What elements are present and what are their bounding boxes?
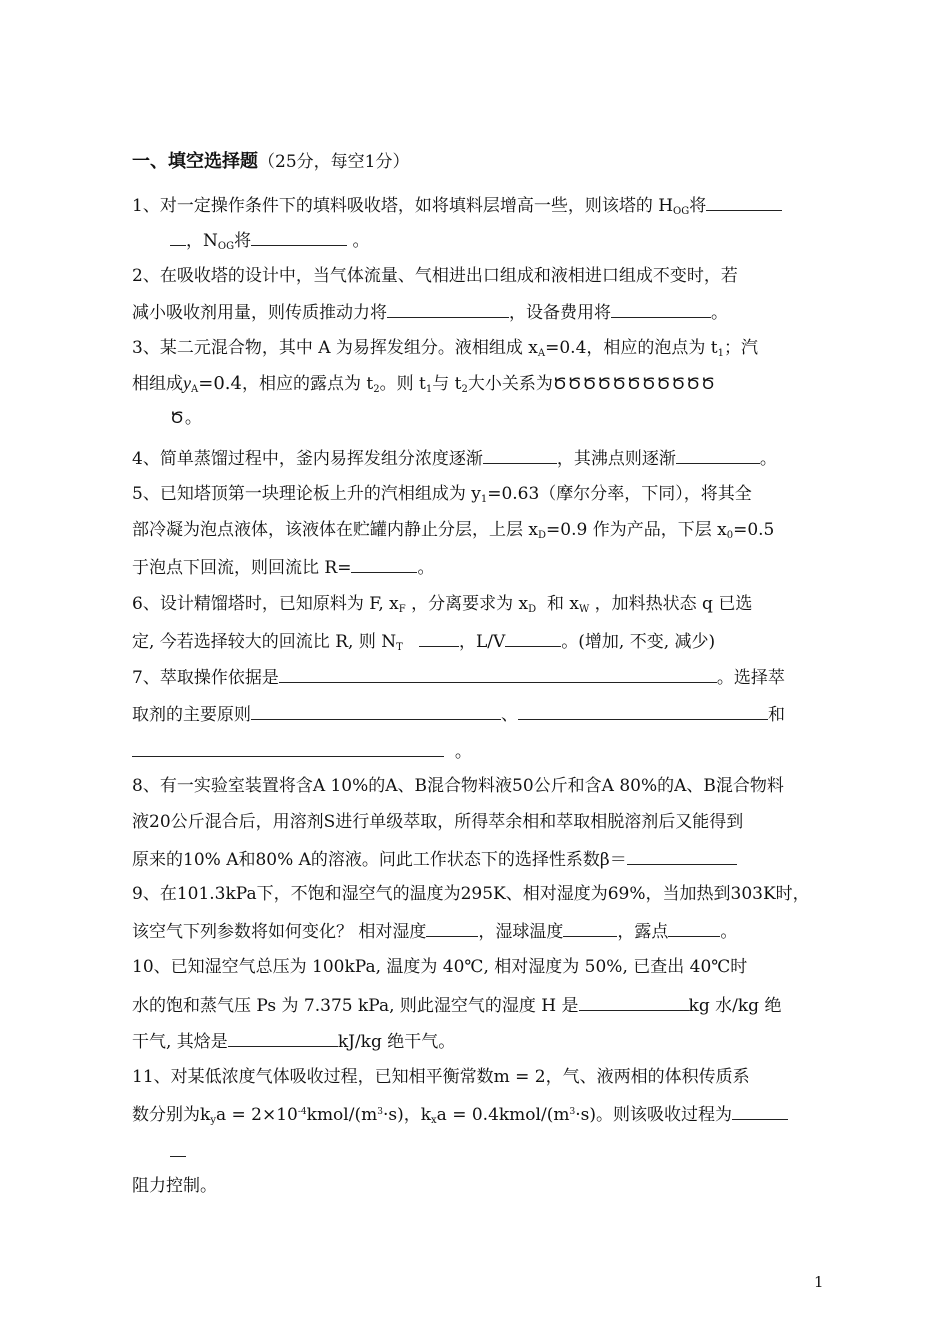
question-11-line-2: 数分别为$k_ya$ = $2\times 10^{-4}kmol/(m^3\cdot s)$，$k_xa$ = $0.4kmol/(m^3\cdot s)$。则该吸收过程为 bbox=[132, 1103, 822, 1125]
answer-blank bbox=[387, 301, 509, 318]
answer-blank bbox=[419, 630, 459, 647]
question-11-line-1: 11、对某低浓度气体吸收过程，已知相平衡常数m = 2，气、液两相的体积传质系 bbox=[132, 1067, 750, 1087]
question-5-line-1: 5、已知塔顶第一块理论板上升的汽相组成为 $y_1=0.63$（摩尔分率，下同），将其全 bbox=[132, 484, 752, 505]
question-1-line-1: 1、对一定操作条件下的填料吸收塔，如将填料层增高一些，则该塔的 $H_{OG}$将 bbox=[132, 194, 822, 216]
question-7-line-2: 取剂的主要原则 、 和 bbox=[132, 705, 785, 725]
answer-blank bbox=[132, 740, 444, 757]
question-8-line-2: 液20公斤混合后，用溶剂S进行单级萃取，所得萃余相和萃取相脱溶剂后又能得到 bbox=[132, 812, 744, 832]
question-5-line-2: 部冷凝为泡点液体，该液体在贮罐内静止分层，上层 $x_D=0.9$ 作为产品，下层 $x_0=0.5$ bbox=[132, 520, 775, 541]
question-8-line-3: 原来的10% A和80% A的溶液。问此工作状态下的选择性系数β＝ bbox=[132, 848, 822, 870]
answer-blank bbox=[611, 301, 711, 318]
answer-blank bbox=[706, 194, 782, 211]
answer-blank bbox=[627, 848, 737, 865]
question-10-line-2: 水的饱和蒸气压 Ps 为 7.375 kPa, 则此湿空气的湿度 H 是 kg 水/kg 绝 bbox=[132, 996, 782, 1016]
answer-blank bbox=[668, 920, 720, 937]
question-9-line-1: 9、在101.3kPa下，不饱和湿空气的温度为295K、相对湿度为69%，当加热到303K时， bbox=[132, 884, 810, 904]
answer-blank bbox=[351, 556, 417, 573]
section-note: （25分，每空1分） bbox=[258, 152, 410, 172]
question-5-line-3: 于泡点下回流，则回流比 R= 。 bbox=[132, 558, 435, 578]
question-6-line-1: 6、设计精馏塔时，已知原料为 F, $x_F$ ，分离要求为 $x_D$ 和 $x_W$ ，加料热状态 q 已选 bbox=[132, 594, 753, 615]
answer-blank bbox=[251, 703, 501, 720]
question-3-line-2: 相组成$y_A=0.4$，相应的露点为 $t_2$。则 $t_1$与 $t_2$大小关系为ԾԾԾԾԾԾԾԾԾԾԾ bbox=[132, 373, 716, 395]
question-1-line-2: ，$N_{OG}$将 。 bbox=[170, 229, 860, 251]
question-6-line-2: 定, 今若选择较大的回流比 R, 则 $N_T$ ，L/V 。(增加, 不变, 减少) bbox=[132, 632, 716, 653]
question-11-line-3 bbox=[170, 1140, 860, 1162]
answer-blank bbox=[518, 703, 768, 720]
answer-blank bbox=[505, 630, 561, 647]
question-10-line-1: 10、已知湿空气总压为 100kPa, 温度为 40℃, 相对湿度为 50%, 已查出 40℃时 bbox=[132, 957, 748, 977]
answer-blank bbox=[228, 1030, 338, 1047]
question-7-line-1: 7、萃取操作依据是 。选择萃 bbox=[132, 668, 785, 688]
question-11-line-4: 阻力控制。 bbox=[132, 1176, 217, 1196]
answer-blank bbox=[279, 666, 717, 683]
answer-blank bbox=[170, 1140, 186, 1157]
section-title: 一、填空选择题 bbox=[132, 151, 258, 172]
question-9-line-2: 该空气下列参数将如何变化？ 相对湿度 ，湿球温度 ，露点 。 bbox=[132, 922, 738, 942]
section-heading bbox=[132, 152, 822, 172]
answer-blank bbox=[579, 994, 689, 1011]
question-8-line-1: 8、有一实验室装置将含A 10%的A、B混合物料液50公斤和含A 80%的A、B混合物料 bbox=[132, 776, 784, 796]
symbol-glyph-row: ԾԾԾԾԾԾԾԾԾԾԾ bbox=[552, 374, 716, 393]
answer-blank bbox=[170, 229, 186, 246]
answer-blank bbox=[676, 447, 760, 464]
answer-blank bbox=[426, 920, 478, 937]
question-3-line-1: 3、某二元混合物，其中 A 为易挥发组分。液相组成 $x_A=0.4$，相应的泡点为 $t_1$；汽 bbox=[132, 338, 759, 359]
question-2-line-1: 2、在吸收塔的设计中，当气体流量、气相进出口组成和液相进口组成不变时，若 bbox=[132, 266, 738, 286]
question-4: 4、简单蒸馏过程中，釜内易挥发组分浓度逐渐 ，其沸点则逐渐 。 bbox=[132, 449, 777, 469]
answer-blank bbox=[483, 447, 557, 464]
page-number: 1 bbox=[814, 1273, 824, 1291]
answer-blank bbox=[732, 1103, 788, 1120]
symbol-glyph: Ծ bbox=[170, 408, 185, 427]
question-10-line-3: 干气, 其焓是 kJ/kg 绝干气。 bbox=[132, 1032, 456, 1052]
answer-blank bbox=[563, 920, 617, 937]
answer-blank bbox=[251, 229, 347, 246]
question-2-line-2: 减小吸收剂用量，则传质推动力将 ，设备费用将 。 bbox=[132, 303, 728, 323]
question-7-line-3: 。 bbox=[132, 740, 822, 762]
question-3-line-3: Ծ。 bbox=[170, 408, 202, 428]
